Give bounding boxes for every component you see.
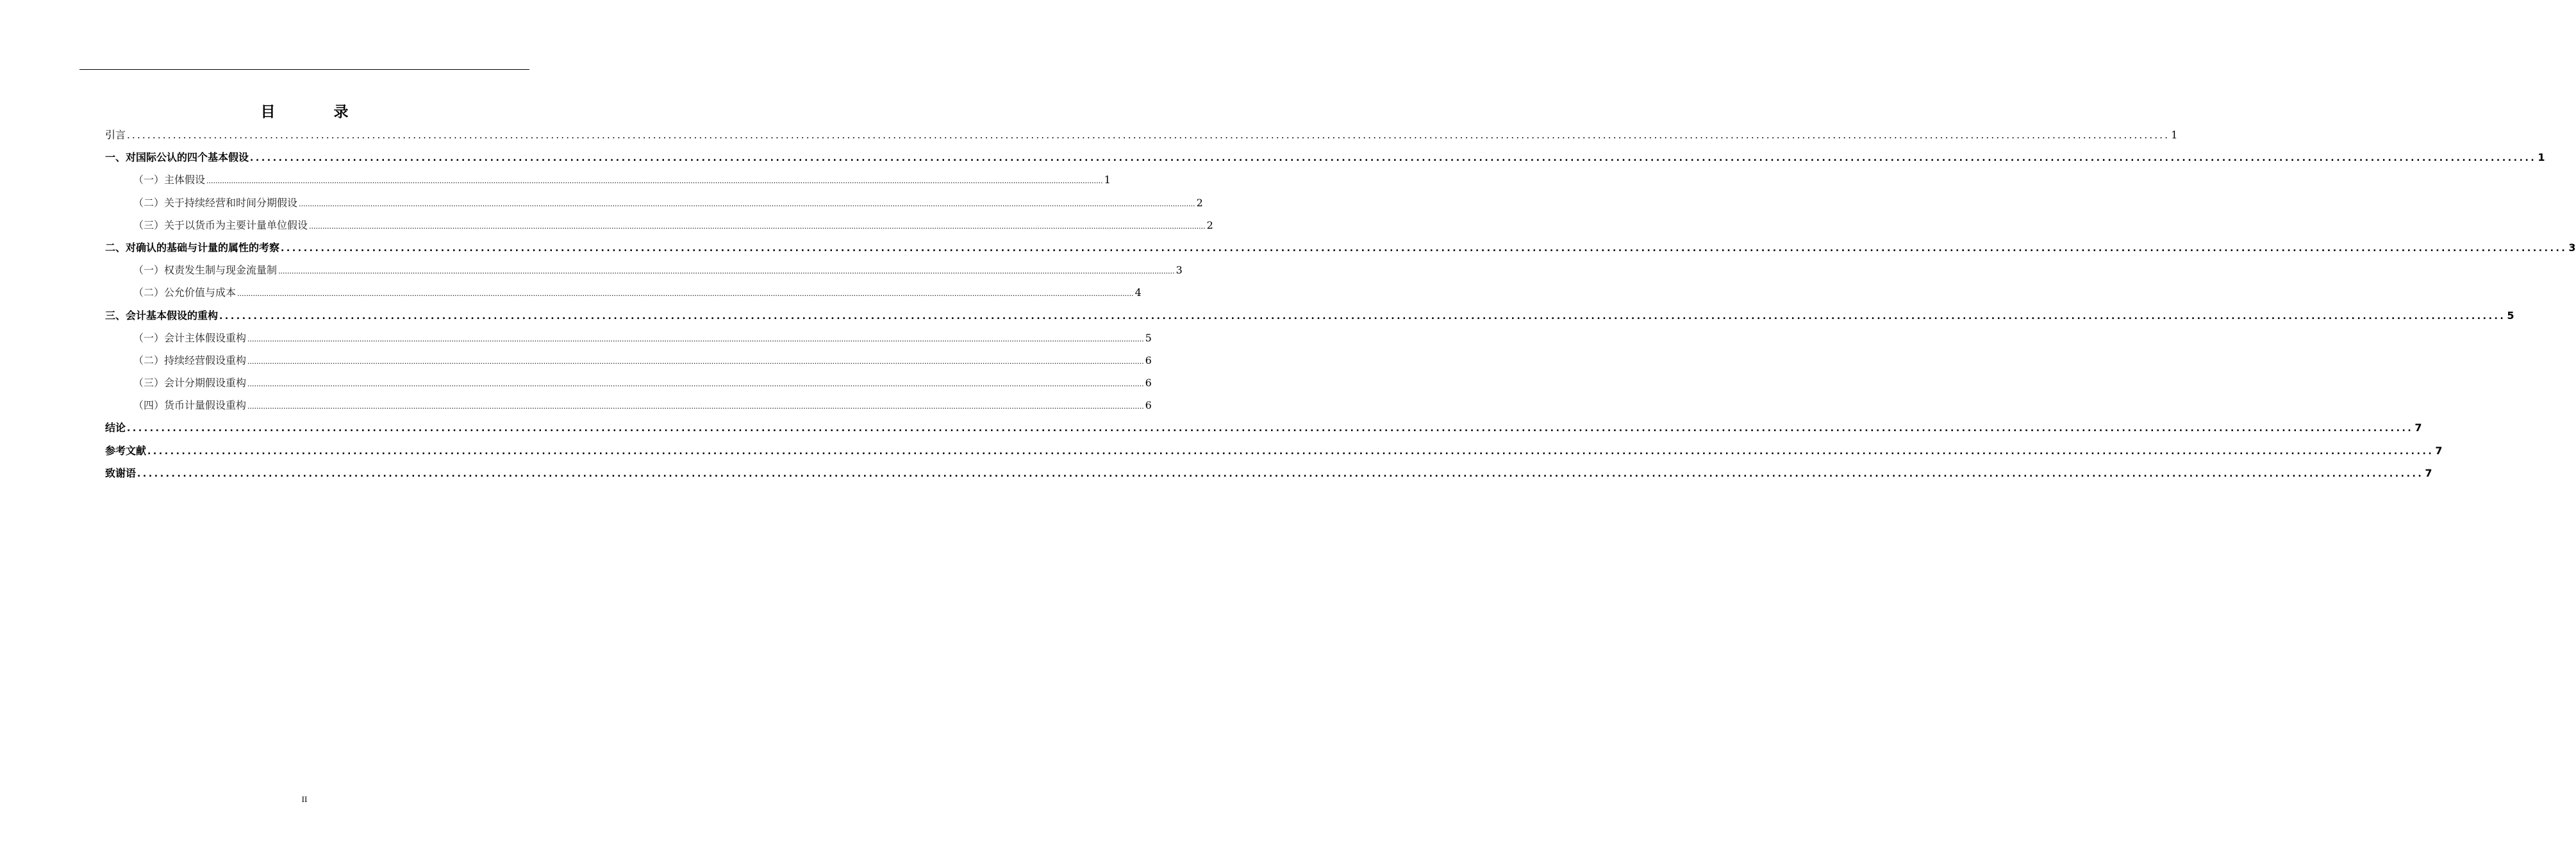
toc-entry-label: （二）公允价值与成本	[133, 286, 237, 299]
toc-entry[interactable]	[105, 304, 2514, 327]
toc-dot-leader: ................................................................................................................................................................................................................................................................................................................................................................................................................	[247, 380, 1144, 389]
toc-entry-label: （一）主体假设	[133, 174, 206, 186]
toc-entry-page: 3	[1176, 264, 1183, 277]
toc-entry[interactable]	[105, 124, 2178, 146]
toc-entry-label: 致谢语	[105, 466, 137, 479]
toc-dot-leader: ................................................................................................................................................................................................................................................................................................................................................................................................................	[281, 243, 2568, 254]
toc-entry-label: （一）权责发生制与现金流量制	[133, 264, 278, 277]
toc-entry-page: 6	[1145, 399, 1152, 412]
toc-entry-label: （一）会计主体假设重构	[133, 331, 247, 344]
toc-dot-leader: ................................................................................................................................................................................................................................................................................................................................................................................................................	[250, 153, 2537, 164]
toc-entry[interactable]	[105, 214, 1213, 236]
toc-dot-leader: ................................................................................................................................................................................................................................................................................................................................................................................................................	[247, 402, 1144, 411]
toc-entry[interactable]	[105, 146, 2545, 168]
toc-entry-page: 2	[1196, 196, 1203, 209]
toc-entry-page: 5	[2507, 309, 2514, 322]
toc-dot-leader: ................................................................................................................................................................................................................................................................................................................................................................................................................	[299, 199, 1195, 208]
toc-entry-label: （三）关于以货币为主要计量单位假设	[133, 218, 308, 231]
toc-entry-page: 1	[1104, 174, 1111, 186]
toc-entry-page: 7	[2435, 444, 2443, 457]
toc-entry-label: 一、对国际公认的四个基本假设	[105, 151, 249, 164]
toc-entry-label: （四）货币计量假设重构	[133, 399, 247, 412]
toc-entry-label: 三、会计基本假设的重构	[105, 309, 219, 322]
toc-dot-leader: ................................................................................................................................................................................................................................................................................................................................................................................................................	[206, 177, 1103, 186]
header-rule	[79, 69, 529, 70]
toc-entry-label: 引言	[105, 129, 126, 141]
toc-entry-label: （二）持续经营假设重构	[133, 354, 247, 366]
toc-entry-page: 5	[1145, 331, 1152, 344]
toc-entry[interactable]	[105, 439, 2443, 462]
toc-entry[interactable]	[105, 327, 1152, 349]
toc-dot-leader: ................................................................................................................................................................................................................................................................................................................................................................................................................	[127, 129, 2170, 141]
toc-dot-leader: ................................................................................................................................................................................................................................................................................................................................................................................................................	[147, 446, 2434, 457]
toc-entry-page: 2	[1206, 218, 1213, 231]
toc-dot-leader: ................................................................................................................................................................................................................................................................................................................................................................................................................	[309, 222, 1206, 231]
toc-entry[interactable]	[105, 462, 2432, 484]
toc-dot-leader: ................................................................................................................................................................................................................................................................................................................................................................................................................	[127, 423, 2414, 434]
toc-entry[interactable]	[105, 259, 1183, 281]
toc-entry-page: 6	[1145, 377, 1152, 390]
toc-entry-page: 1	[2171, 129, 2178, 141]
toc-dot-leader: ................................................................................................................................................................................................................................................................................................................................................................................................................	[237, 290, 1134, 299]
toc-entry-label: （二）关于持续经营和时间分期假设	[133, 196, 298, 209]
toc-dot-leader: ................................................................................................................................................................................................................................................................................................................................................................................................................	[137, 468, 2424, 479]
toc-dot-leader: ................................................................................................................................................................................................................................................................................................................................................................................................................	[247, 334, 1144, 343]
toc-entry[interactable]	[105, 394, 1152, 416]
toc-entry-label: 结论	[105, 422, 126, 434]
table-of-contents	[105, 124, 2576, 484]
toc-entry[interactable]	[105, 416, 2422, 439]
toc-dot-leader: ................................................................................................................................................................................................................................................................................................................................................................................................................	[247, 357, 1144, 366]
toc-entry[interactable]	[105, 372, 1152, 394]
footer-page-number: II	[301, 794, 308, 804]
toc-entry[interactable]	[105, 168, 1111, 191]
toc-dot-leader: ................................................................................................................................................................................................................................................................................................................................................................................................................	[219, 311, 2506, 322]
page-title: 目 录	[260, 104, 370, 120]
toc-entry[interactable]	[105, 281, 1142, 304]
toc-entry-page: 1	[2538, 151, 2545, 164]
toc-entry-label: 二、对确认的基础与计量的属性的考察	[105, 241, 280, 254]
toc-entry-page: 4	[1134, 286, 1142, 299]
toc-dot-leader: ................................................................................................................................................................................................................................................................................................................................................................................................................	[278, 267, 1175, 276]
toc-entry-page: 7	[2425, 466, 2432, 479]
toc-entry-label: （三）会计分期假设重构	[133, 377, 247, 390]
toc-entry-page: 3	[2568, 241, 2576, 254]
toc-entry[interactable]	[105, 236, 2576, 259]
toc-entry-page: 7	[2414, 422, 2422, 434]
toc-entry[interactable]	[105, 349, 1152, 372]
toc-entry[interactable]	[105, 192, 1203, 214]
toc-entry-label: 参考文献	[105, 444, 147, 457]
toc-entry-page: 6	[1145, 354, 1152, 366]
